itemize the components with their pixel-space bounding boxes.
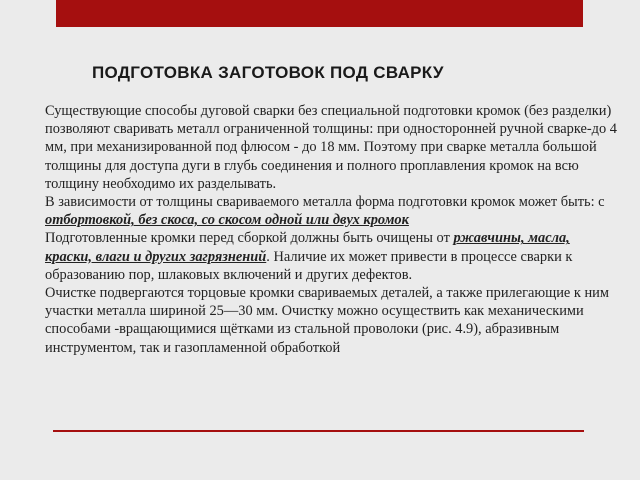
paragraph-edge-forms-text: В зависимости от толщины свариваемого металла форма подготовки кромок может быть: с xyxy=(45,194,605,211)
paragraph-cleaning-suffix: . Наличие их может привести в процессе сварки к образованию пор, шлаковых включений и других дефектов. xyxy=(45,248,573,283)
slide-body xyxy=(45,102,620,357)
paragraph-methods: Очистке подвергаются торцовые кромки свариваемых деталей, а также прилегающие к ним участки металла шириной 25—30 мм. Очистку можно осуществить как механическими способами -вращающимися щётками из стальной проволоки (рис. 4.9), абразивным инструментом, так и газопламенной обработкой xyxy=(45,285,609,356)
top-decorative-bar xyxy=(56,0,583,27)
paragraph-cleaning-text: Подготовленные кромки перед сборкой должны быть очищены от xyxy=(45,230,454,247)
paragraph-cleaning xyxy=(45,229,620,284)
edge-forms-link[interactable]: отбортовкой, без скоса, со скосом одной или двух кромок xyxy=(45,212,409,229)
slide-title: ПОДГОТОВКА ЗАГОТОВОК ПОД СВАРКУ xyxy=(92,63,444,82)
paragraph-edge-forms xyxy=(45,193,620,229)
paragraph-intro: Существующие способы дуговой сварки без специальной подготовки кромок (без разделки) позволяют сваривать металл ограниченной толщины: при односторонней ручной сварке-до 4 мм, при механизированной под флюсом - до 18 мм. Поэтому при сварке металла большой толщины для доступа дуги в глубь соединения и полного проплавления кромок на всю толщину необходимо их разделывать. xyxy=(45,103,617,192)
contaminants-link[interactable]: ржавчины, масла, краски, влаги и других загрязнений xyxy=(45,230,570,265)
bottom-divider xyxy=(53,430,584,432)
